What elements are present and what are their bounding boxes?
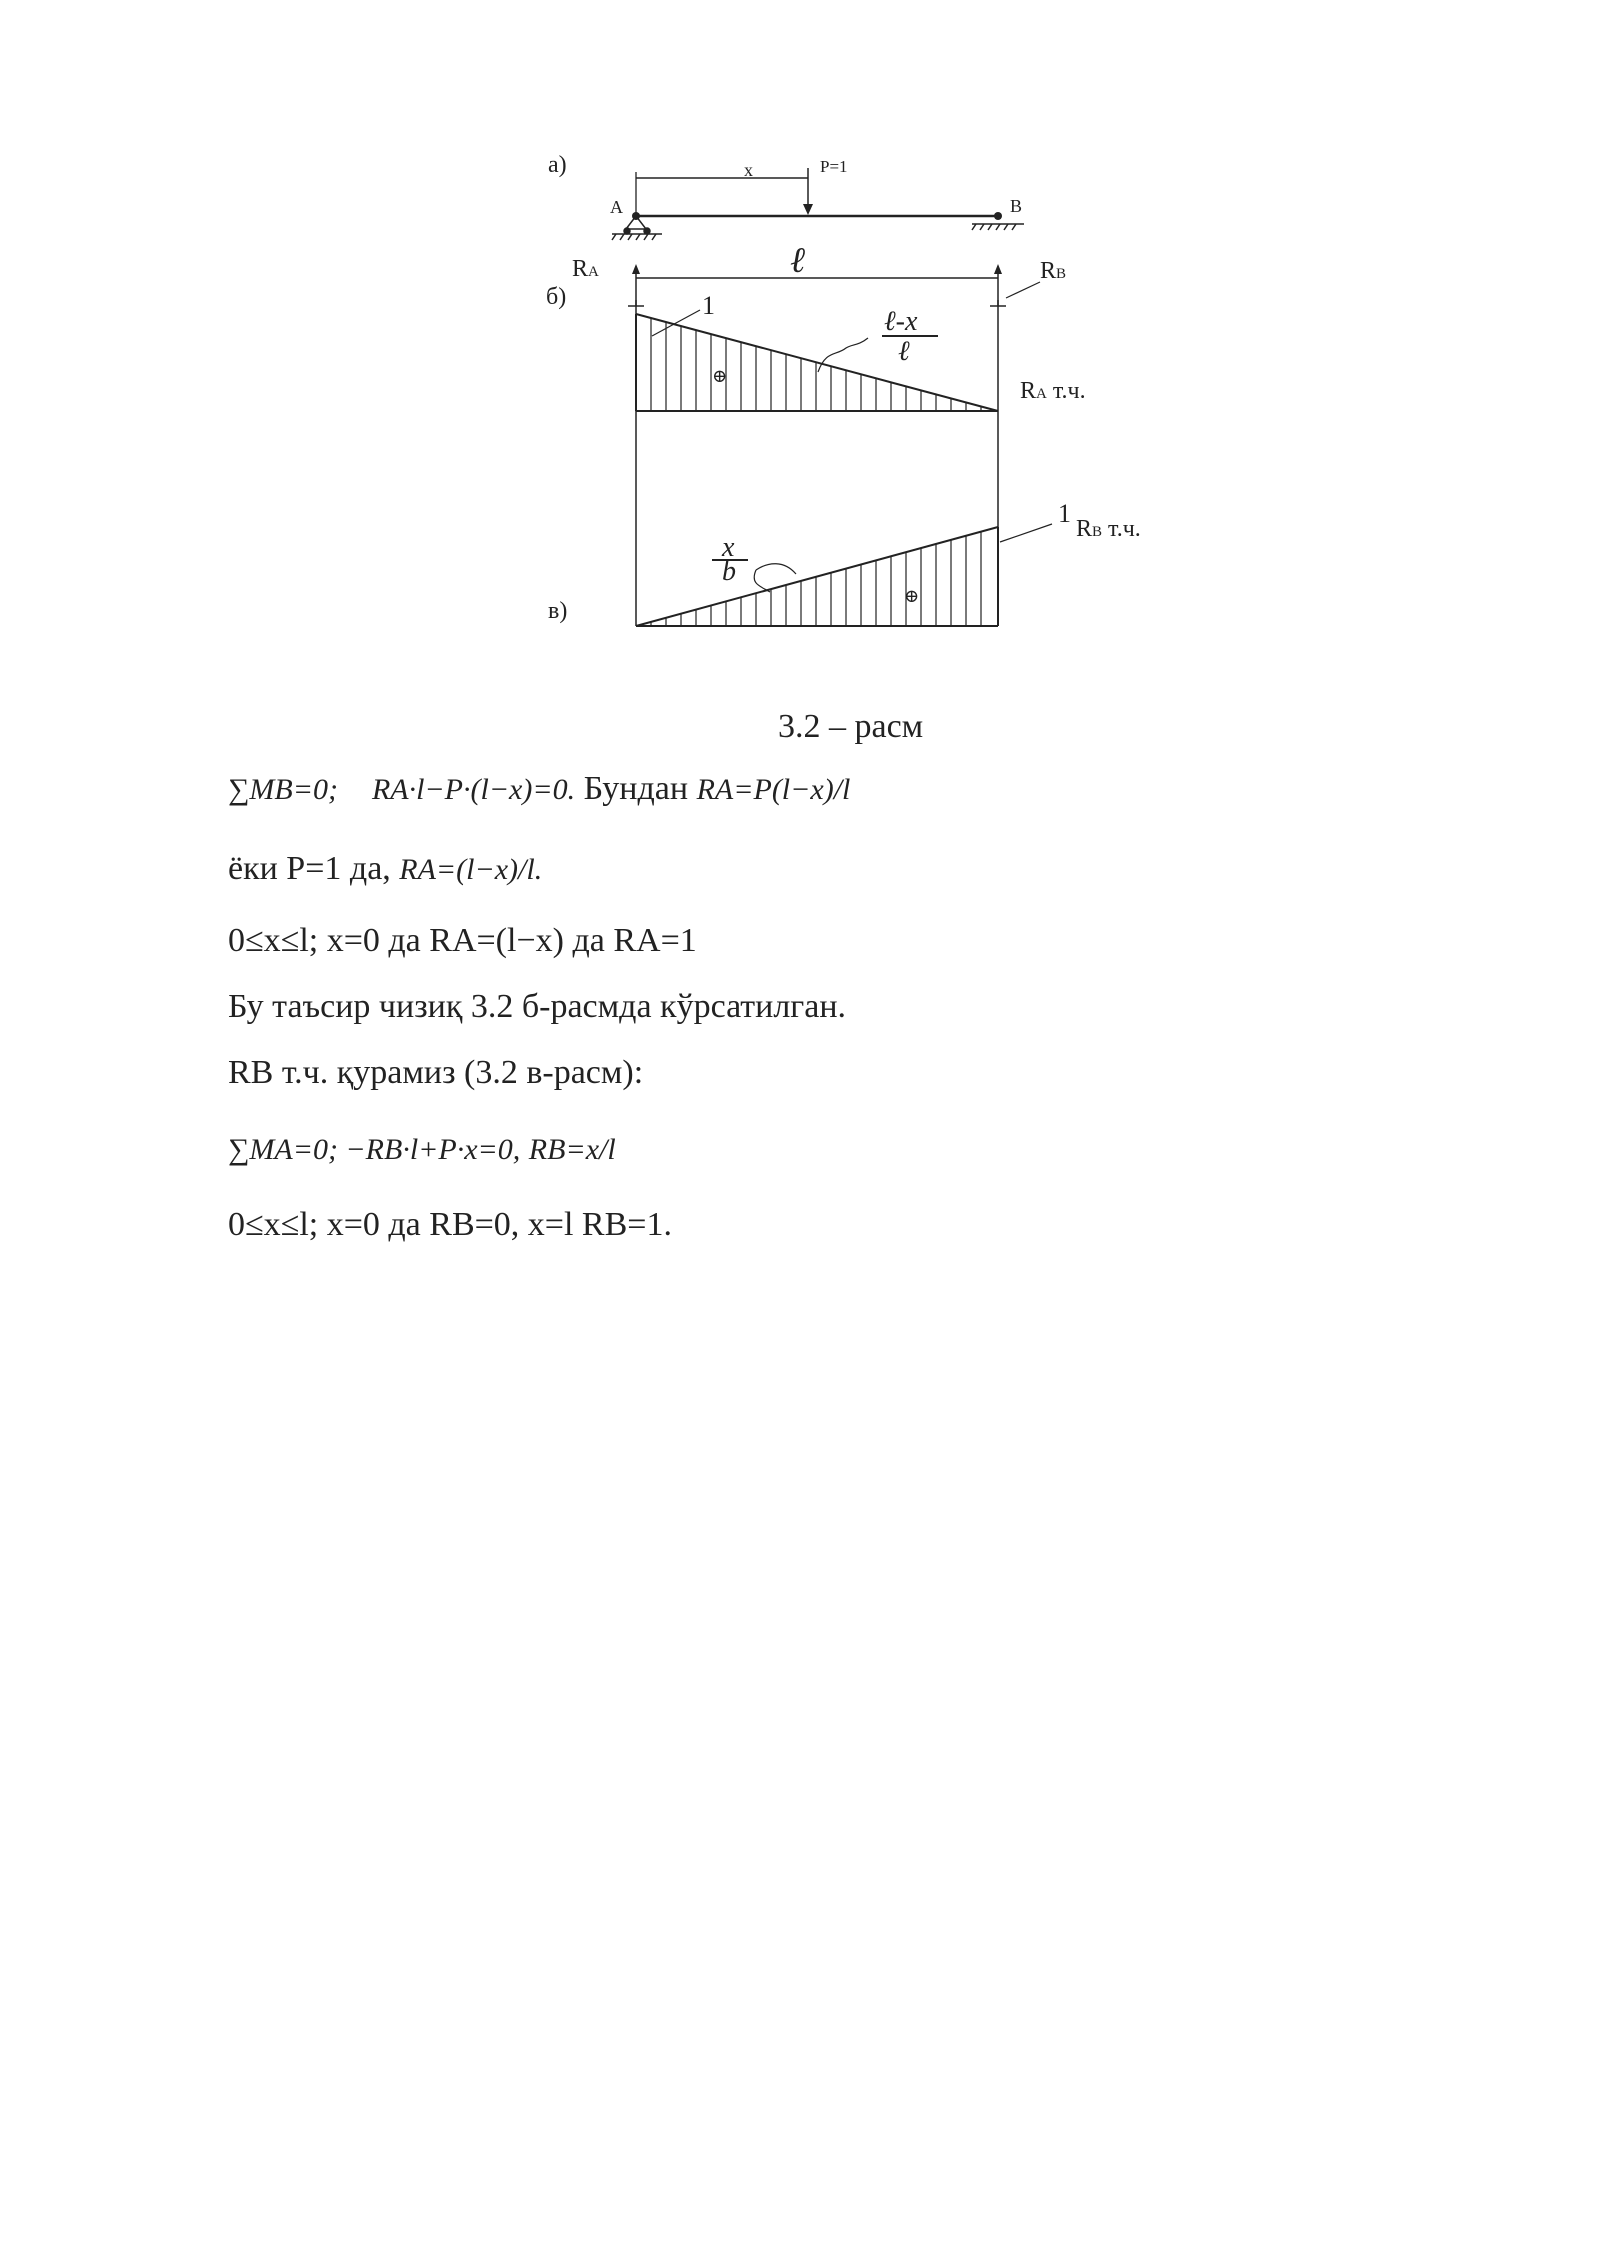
rb-expr-denominator: b	[722, 556, 736, 587]
ra-influence-diagram	[636, 300, 998, 411]
line-3: 0≤x≤l; x=0 да RA=(l−x) да RA=1	[228, 922, 697, 959]
point-B: B	[1010, 196, 1023, 216]
rb-plus-sign: ⊕	[904, 586, 920, 606]
equation-ra: RA=P(l−x)/l	[696, 773, 851, 806]
rb-line-label: RB т.ч.	[1076, 516, 1141, 542]
ra-expr-numerator: ℓ-x	[884, 306, 918, 337]
equation-ra-unit: RA=(l−x)/l.	[399, 853, 543, 886]
figure-caption: 3.2 – расм	[778, 708, 924, 745]
reaction-B-label: RB	[1040, 258, 1067, 284]
label-a: а)	[548, 152, 567, 178]
reaction-A-label: RA	[572, 256, 599, 282]
point-A: A	[610, 197, 623, 217]
rb-influence-diagram	[636, 520, 998, 626]
line-5: RB т.ч. қурамиз (3.2 в-расм):	[228, 1054, 644, 1091]
label-v: в)	[548, 598, 568, 624]
ra-plus-sign: ⊕	[712, 366, 728, 386]
equation-sum-ma: ∑MA=0; −RB·l+P·x=0,	[228, 1133, 521, 1166]
span-label: ℓ	[790, 240, 805, 280]
ra-expr-denominator: ℓ	[898, 336, 910, 367]
load-label: P=1	[820, 157, 848, 176]
line-6	[228, 1130, 616, 1168]
equation-rb: RB=x/l	[528, 1133, 616, 1166]
line-2	[228, 850, 542, 888]
support-B	[972, 224, 1024, 230]
ra-ordinate-value: 1	[702, 291, 715, 320]
line-7: 0≤x≤l; x=0 да RB=0, x=l RB=1.	[228, 1206, 672, 1243]
rb-expr-numerator: x	[722, 532, 735, 563]
equation-moment-b: RA·l−P·(l−x)=0.	[371, 773, 576, 806]
word-bundan: Бундан	[583, 770, 689, 807]
rb-ordinate-value: 1	[1058, 499, 1071, 528]
line-4: Бу таъсир чизиқ 3.2 б-расмда кўрсатилган.	[228, 988, 847, 1025]
label-b: б)	[546, 284, 567, 310]
dim-x-label: x	[744, 160, 753, 180]
ra-line-label: RA т.ч.	[1020, 378, 1086, 404]
text-eki: ёки P=1 да,	[228, 850, 391, 887]
line-1	[228, 770, 850, 808]
influence-line-figure	[0, 0, 1600, 680]
equation-sum-mb: ∑MB=0;	[228, 773, 338, 806]
